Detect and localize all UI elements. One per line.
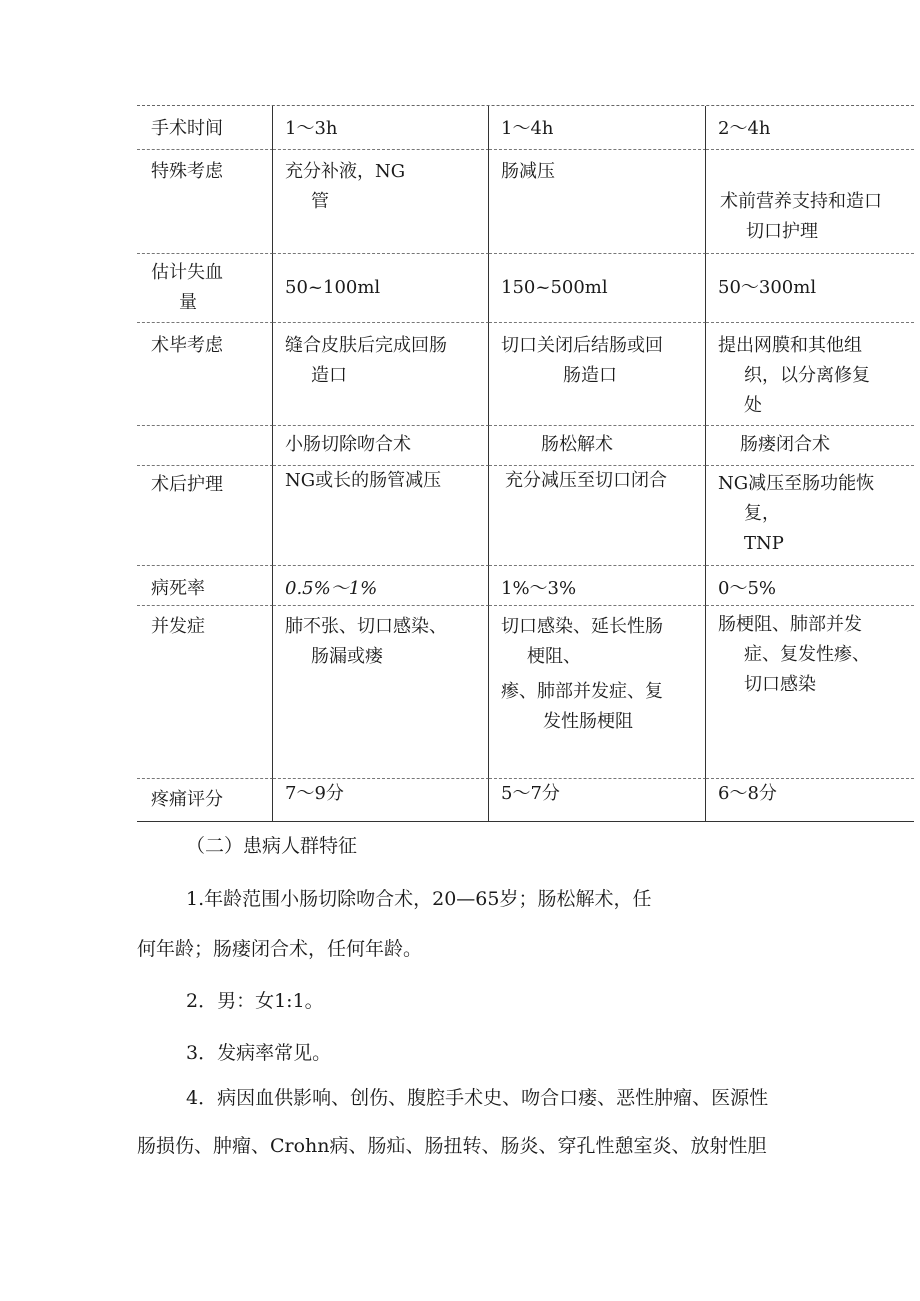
cell-postop-care-1: NG或长的肠管减压	[273, 466, 489, 566]
paragraph-1-line-2: 何年龄；肠瘘闭合术，任何年龄。	[137, 938, 423, 960]
section-heading: （二）患病人群特征	[186, 835, 358, 857]
cell-blood-loss-2: 150~500ml	[489, 254, 706, 323]
paragraph-1-line-1: 1.年龄范围小肠切除吻合术，20—65岁；肠松解术，任	[186, 888, 652, 910]
paragraph-4-line-2: 肠损伤、肿瘤、Crohn病、肠疝、肠扭转、肠炎、穿孔性憩室炎、放射性胆	[137, 1135, 767, 1157]
cell-pain-score-3: 6～8分	[706, 779, 914, 822]
cell-special-3: 术前营养支持和造口 切口护理	[706, 149, 914, 254]
cell-closure-2: 切口关闭后结肠或回 肠造口	[489, 323, 706, 426]
row-label-postop-care: 术后护理	[137, 466, 273, 566]
cell-complications-2: 切口感染、延长性肠 梗阻、 瘆、肺部并发症、复 发性肠梗阻	[489, 606, 706, 779]
cell-pain-score-2: 5～7分	[489, 779, 706, 822]
header-small-bowel-resection: 小肠切除吻合术	[273, 426, 489, 466]
cell-complications-3: 肠梗阻、肺部并发 症、复发性瘆、 切口感染	[706, 606, 914, 779]
header-fistula-closure: 肠瘘闭合术	[706, 426, 914, 466]
cell-pain-score-1: 7～9分	[273, 779, 489, 822]
cell-blood-loss-3: 50～300ml	[706, 254, 914, 323]
row-label-surgery-time: 手术时间	[137, 106, 273, 150]
cell-surgery-time-2: 1～4h	[489, 106, 706, 150]
header-adhesiolysis: 肠松解术	[489, 426, 706, 466]
row-label-closure: 术毕考虑	[137, 323, 273, 426]
paragraph-3: 3．发病率常见。	[186, 1042, 332, 1064]
paragraph-4-line-1: 4．病因血供影响、创伤、腹腔手术史、吻合口瘘、恶性肿瘤、医源性	[186, 1087, 769, 1109]
cell-closure-1: 缝合皮肤后完成回肠 造口	[273, 323, 489, 426]
cell-postop-care-2: 充分减压至切口闭合	[489, 466, 706, 566]
row-label-empty	[137, 426, 273, 466]
row-label-pain-score: 疼痛评分	[137, 779, 273, 822]
cell-postop-care-3: NG减压至肠功能恢 复， TNP	[706, 466, 914, 566]
cell-mortality-2: 1%～3%	[489, 566, 706, 606]
cell-special-1: 充分补液，NG 管	[273, 149, 489, 254]
cell-mortality-1: 0.5%～1%	[273, 566, 489, 606]
cell-closure-3: 提出网膜和其他组 织，以分离修复 处	[706, 323, 914, 426]
row-label-special: 特殊考虑	[137, 149, 273, 254]
row-label-mortality: 病死率	[137, 566, 273, 606]
cell-blood-loss-1: 50~100ml	[273, 254, 489, 323]
cell-mortality-3: 0～5%	[706, 566, 914, 606]
surgery-comparison-table	[137, 105, 914, 150]
cell-special-2: 肠减压	[489, 149, 706, 254]
paragraph-2: 2．男：女1:1。	[186, 990, 324, 1012]
row-label-complications: 并发症	[137, 606, 273, 779]
cell-surgery-time-3: 2～4h	[706, 106, 914, 150]
cell-complications-1: 肺不张、切口感染、 肠漏或瘘	[273, 606, 489, 779]
cell-surgery-time-1: 1～3h	[273, 106, 489, 150]
surgery-comparison-table-body	[137, 149, 914, 822]
row-label-blood-loss: 估计失血 量	[137, 254, 273, 323]
